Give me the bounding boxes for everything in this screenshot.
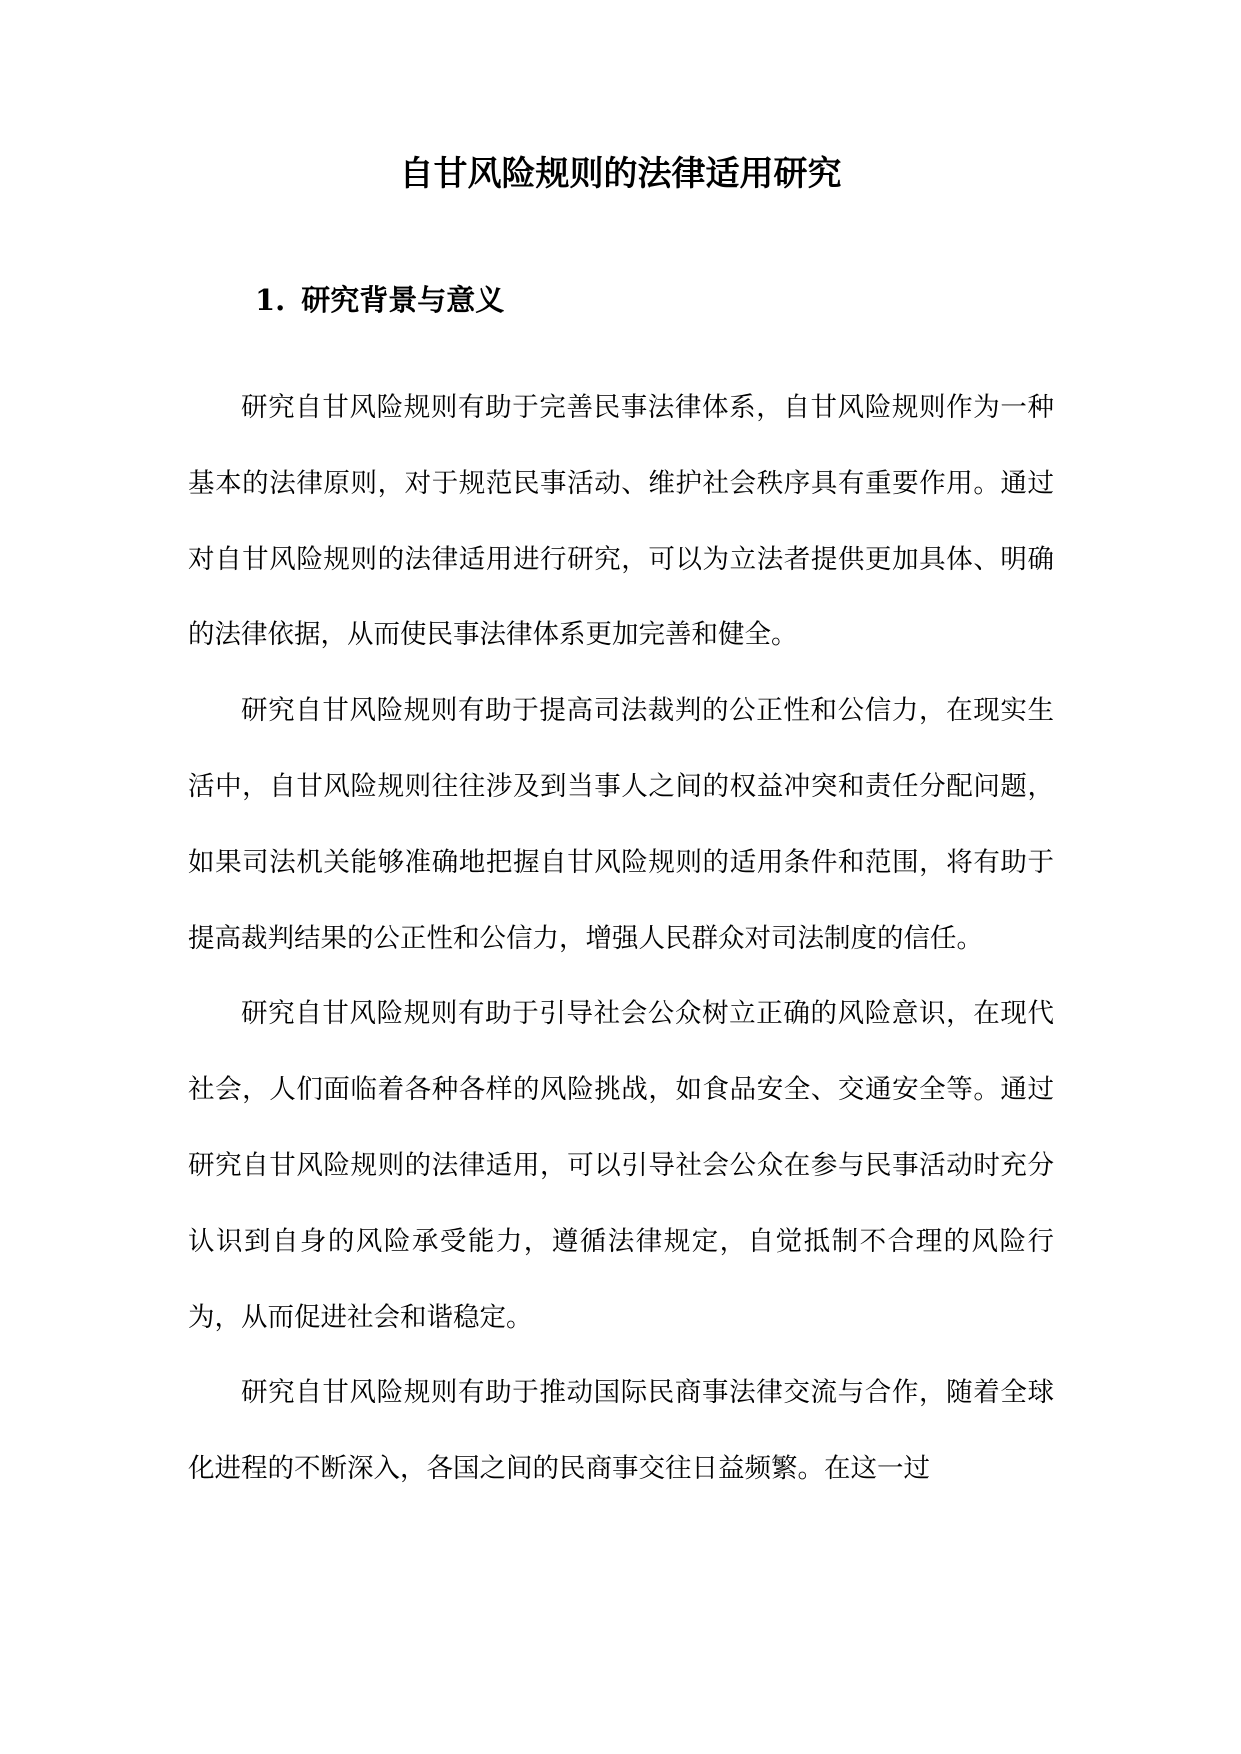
section-heading [255,280,504,320]
section-number: 1. [255,283,286,317]
paragraph: 研究自甘风险规则有助于引导社会公众树立正确的风险意识，在现代社会，人们面临着各种各样的风险挑战，如食品安全、交通安全等。通过研究自甘风险规则的法律适用，可以引导社会公众在参与民事活动时充分认识到自身的风险承受能力，遵循法律规定，自觉抵制不合理的风险行为，从而促进社会和谐稳定。 [188,998,1054,1333]
document-title: 自甘风险规则的法律适用研究 [399,154,842,194]
paragraph: 研究自甘风险规则有助于完善民事法律体系，自甘风险规则作为一种基本的法律原则，对于规范民事活动、维护社会秩序具有重要作用。通过对自甘风险规则的法律适用进行研究，可以为立法者提供更加具体、明确的法律依据，从而使民事法律体系更加完善和健全。 [188,392,1054,651]
paragraph: 研究自甘风险规则有助于推动国际民商事法律交流与合作，随着全球化进程的不断深入，各国之间的民商事交往日益频繁。在这一过 [188,1377,1054,1485]
section-title: 研究背景与意义 [301,283,505,317]
paragraph: 研究自甘风险规则有助于提高司法裁判的公正性和公信力，在现实生活中，自甘风险规则往往涉及到当事人之间的权益冲突和责任分配问题，如果司法机关能够准确地把握自甘风险规则的适用条件和范围，将有助于提高裁判结果的公正性和公信力，增强人民群众对司法制度的信任。 [188,695,1054,954]
body-text [188,370,1054,1507]
